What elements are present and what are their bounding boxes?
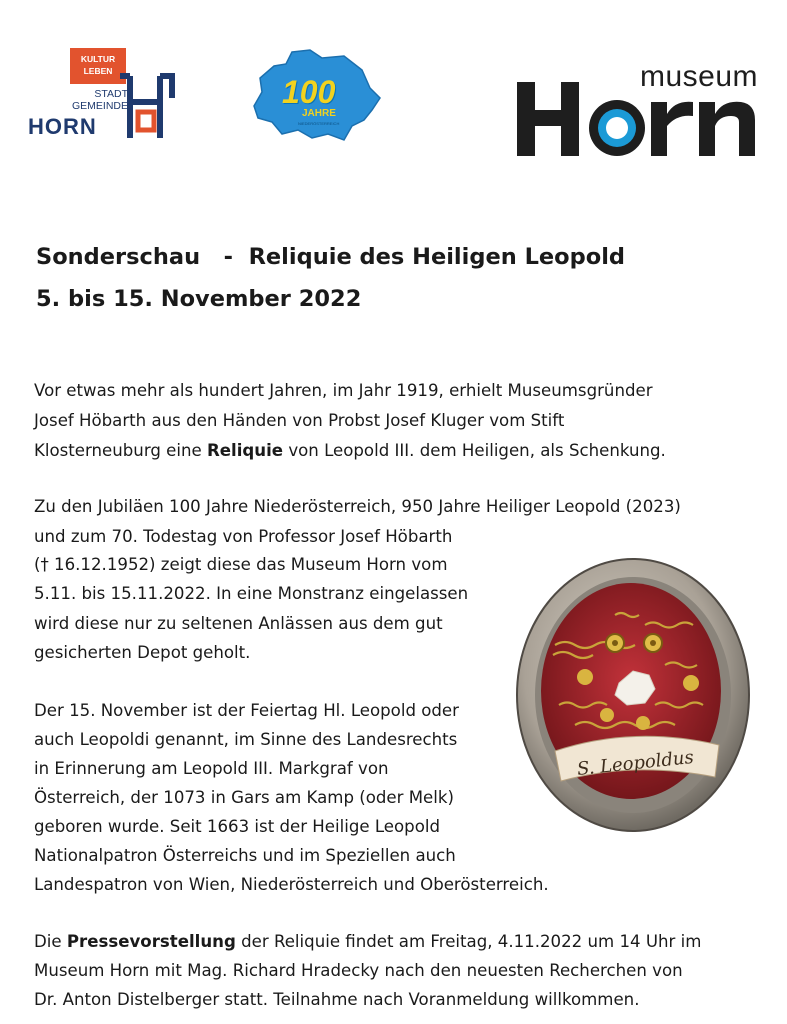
stadtgemeinde-horn-logo (28, 48, 178, 140)
jubilee-word: JAHRE (302, 108, 336, 119)
badge-line1: KULTUR (80, 54, 116, 64)
p3-line2: auch Leopoldi genannt, im Sinne des Landesrechts (34, 730, 458, 749)
p3-line5: geboren wurde. Seit 1663 ist der Heilige Leopold (34, 817, 440, 836)
reliquie-bold: Reliquie (207, 441, 284, 460)
p1-line1: Vor etwas mehr als hundert Jahren, im Jahr 1919, erhielt Museumsgründer (34, 381, 653, 400)
p1-line2: Josef Höbarth aus den Händen von Probst Josef Kluger vom Stift (34, 411, 565, 430)
p2-line1: Zu den Jubiläen 100 Jahre Niederösterreich, 950 Jahre Heiliger Leopold (2023) (34, 497, 681, 516)
p3-line6: Nationalpatron Österreichs und im Speziellen auch (34, 846, 456, 865)
p1-line3-a: Klosterneuburg eine (34, 441, 207, 460)
p4-line1-a: Die (34, 932, 67, 951)
horn-word: HORN (28, 114, 97, 139)
pressevorstellung-bold: Pressevorstellung (66, 932, 236, 951)
relic-inscription: S. Leopoldus (576, 746, 695, 781)
relic-photo (515, 555, 755, 835)
100-jahre-logo (252, 48, 382, 143)
p4-line1-c: der Reliquie findet am Freitag, 4.11.2022 um 14 Uhr im (235, 932, 702, 951)
horn-wordmark-icon (515, 80, 760, 160)
p2-line5: wird diese nur zu seltenen Anlässen aus dem gut (34, 614, 443, 633)
p1-line3 (34, 441, 666, 461)
p3-line4: Österreich, der 1073 in Gars am Kamp (oder Melk) (34, 788, 454, 807)
page-date-range: 5. bis 15. November 2022 (36, 286, 362, 312)
p4-line1 (34, 932, 701, 952)
p4-line2: Museum Horn mit Mag. Richard Hradecky nach den neuesten Recherchen von (34, 961, 683, 980)
p2-line4: 5.11. bis 15.11.2022. In eine Monstranz eingelassen (34, 584, 469, 603)
p3-line3: in Erinnerung am Leopold III. Markgraf von (34, 759, 389, 778)
badge-line2: LEBEN (83, 66, 113, 76)
p2-line3: († 16.12.1952) zeigt diese das Museum Horn vom (34, 555, 448, 574)
jubilee-number: 100 (282, 74, 336, 110)
p2-line6: gesicherten Depot geholt. (34, 643, 251, 662)
h-emblem-icon (116, 68, 176, 140)
stadt-word: STADT (94, 88, 128, 100)
page-title: Sonderschau - Reliquie des Heiligen Leopold (36, 244, 626, 270)
p3-line1: Der 15. November ist der Feiertag Hl. Leopold oder (34, 701, 459, 720)
p1-line3-c: von Leopold III. dem Heiligen, als Schenkung. (283, 441, 666, 460)
gemeinde-word: GEMEINDE (71, 100, 128, 112)
museum-horn-logo (515, 60, 760, 160)
p3-line7: Landespatron von Wien, Niederösterreich und Oberösterreich. (34, 875, 549, 894)
museum-word: museum (640, 60, 759, 93)
jubilee-sub: NIEDERÖSTERREICH (298, 121, 340, 126)
p4-line3: Dr. Anton Distelberger statt. Teilnahme nach Voranmeldung willkommen. (34, 990, 640, 1009)
p2-line2: und zum 70. Todestag von Professor Josef Höbarth (34, 527, 453, 546)
